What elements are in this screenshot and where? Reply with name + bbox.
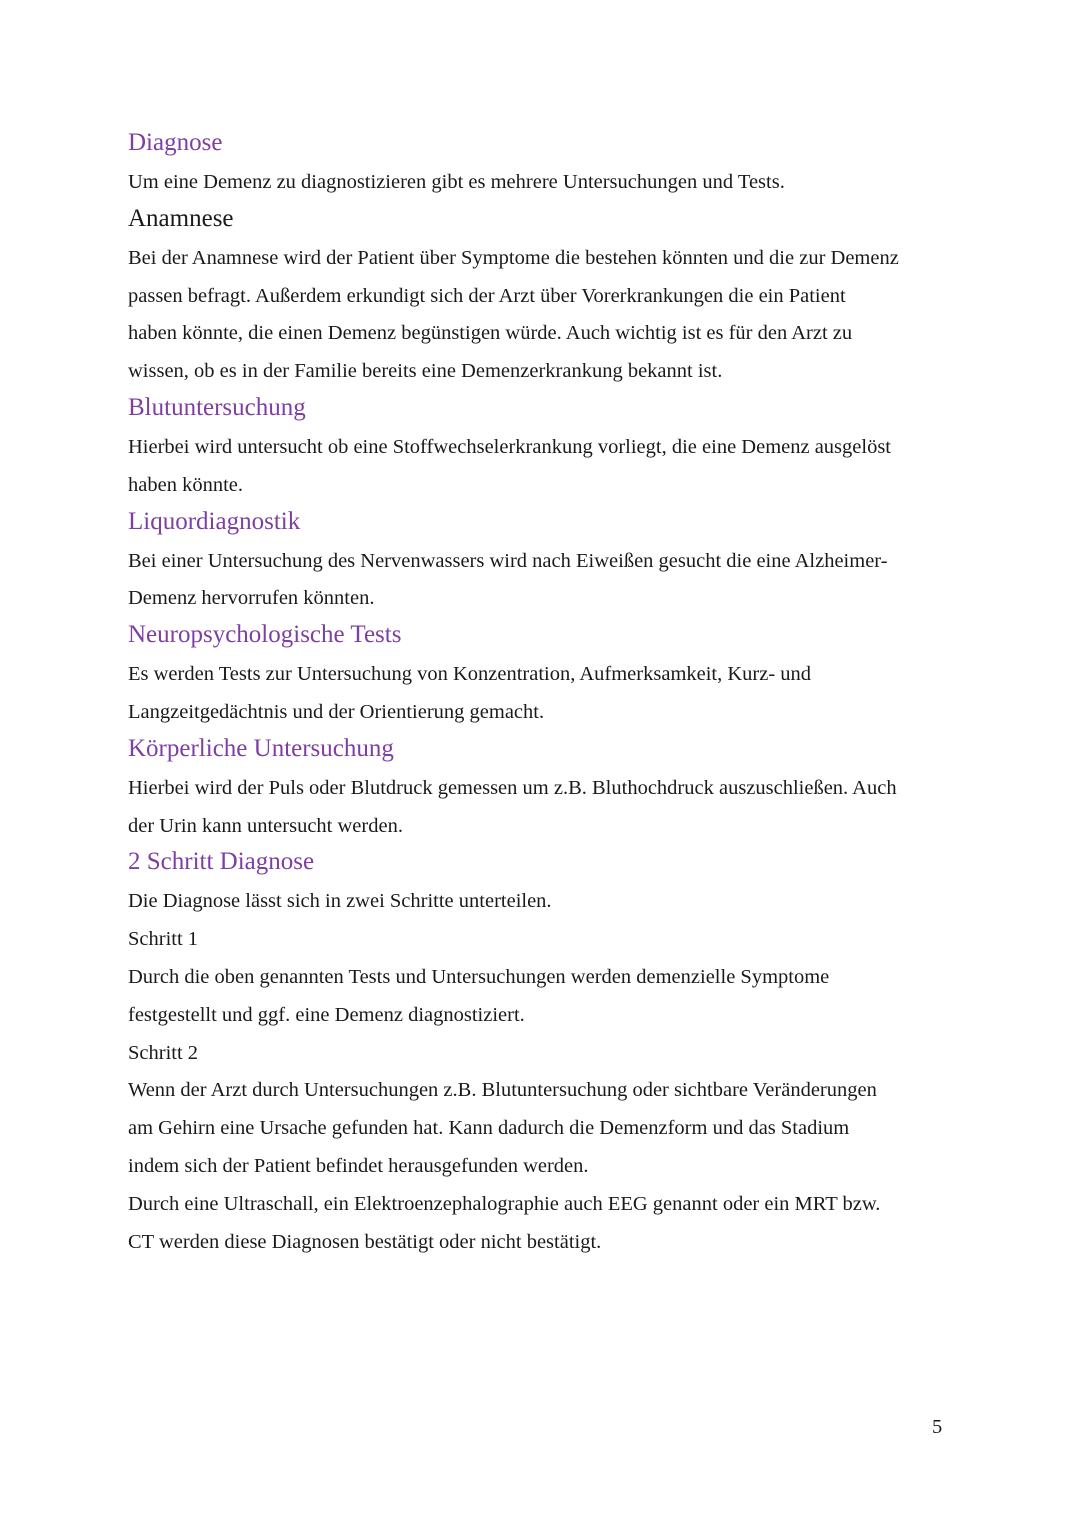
text-line: der Urin kann untersucht werden. (128, 814, 403, 837)
section-liquordiagnostik (128, 505, 958, 619)
text-line: Durch eine Ultraschall, ein Elektroenzephalographie auch EEG genannt oder ein MRT bzw. (128, 1192, 881, 1215)
section-anamnese (128, 202, 958, 391)
text-line: passen befragt. Außerdem erkundigt sich der Arzt über Vorerkrankungen die ein Patient (128, 284, 846, 307)
text-line: Es werden Tests zur Untersuchung von Konzentration, Aufmerksamkeit, Kurz- und (128, 663, 812, 686)
text-line: indem sich der Patient befindet herausgefunden werden. (128, 1154, 589, 1177)
text-line: Schritt 1 (128, 928, 199, 951)
heading-neuropsychologische-tests: Neuropsychologische Tests (128, 621, 402, 649)
heading-anamnese: Anamnese (128, 204, 234, 232)
text-line: Bei der Anamnese wird der Patient über Symptome die bestehen könnten und die zur Demenz (128, 246, 899, 269)
text-line: Hierbei wird der Puls oder Blutdruck gemessen um z.B. Bluthochdruck auszuschließen. Auch (128, 776, 897, 799)
heading-liquordiagnostik: Liquordiagnostik (128, 507, 301, 535)
text-line: am Gehirn eine Ursache gefunden hat. Kann dadurch die Demenzform und das Stadium (128, 1117, 850, 1140)
text-line: wissen, ob es in der Familie bereits eine Demenzerkrankung bekannt ist. (128, 360, 723, 383)
heading-koerperliche-untersuchung: Körperliche Untersuchung (128, 734, 394, 762)
heading-diagnose: Diagnose (128, 129, 223, 156)
text-line: Wenn der Arzt durch Untersuchungen z.B. Blutuntersuchung oder sichtbare Veränderungen (128, 1079, 877, 1102)
text-line: Hierbei wird untersucht ob eine Stoffwechselerkrankung vorliegt, die eine Demenz ausgelöst (128, 435, 892, 458)
page-content (128, 126, 958, 1261)
text-line: Bei einer Untersuchung des Nervenwassers wird nach Eiweißen gesucht die eine Alzheimer- (128, 549, 888, 572)
text-line: haben könnte, die einen Demenz begünstigen würde. Auch wichtig ist es für den Arzt zu (128, 322, 853, 345)
heading-zwei-schritt-diagnose: 2 Schritt Diagnose (128, 848, 315, 876)
text-line: festgestellt und ggf. eine Demenz diagnostiziert. (128, 1003, 525, 1026)
text-line: CT werden diese Diagnosen bestätigt oder nicht bestätigt. (128, 1230, 602, 1253)
text-line: haben könnte. (128, 473, 243, 496)
section-neuropsychologische-tests (128, 618, 958, 732)
page-number: 5 (932, 1416, 943, 1438)
section-diagnose (128, 126, 958, 202)
text-line: Die Diagnose lässt sich in zwei Schritte unterteilen. (128, 890, 552, 913)
text-line: Demenz hervorrufen könnten. (128, 587, 375, 610)
text-line: Durch die oben genannten Tests und Untersuchungen werden demenzielle Symptome (128, 965, 830, 988)
heading-blutuntersuchung: Blutuntersuchung (128, 393, 306, 421)
section-koerperliche-untersuchung (128, 732, 958, 846)
section-zwei-schritt-diagnose (128, 845, 958, 1261)
section-blutuntersuchung (128, 391, 958, 505)
text-line: Langzeitgedächtnis und der Orientierung gemacht. (128, 700, 545, 723)
text-line: Um eine Demenz zu diagnostizieren gibt es mehrere Untersuchungen und Tests. (128, 171, 785, 193)
text-line: Schritt 2 (128, 1041, 199, 1064)
